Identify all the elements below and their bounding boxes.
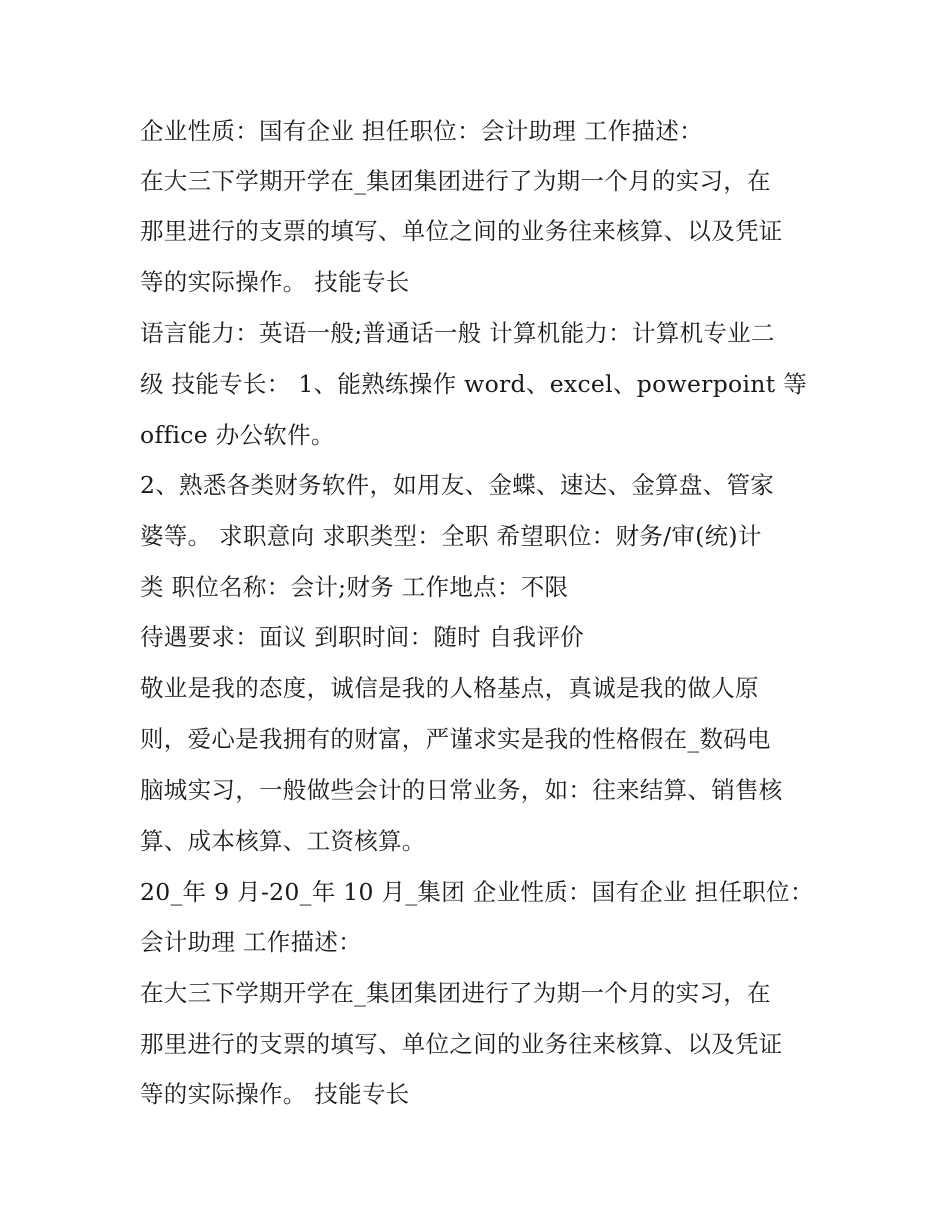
text-line: 敬业是我的态度，诚信是我的人格基点，真诚是我的做人原 [140, 674, 759, 702]
text-line: 级 技能专长： 1、能熟练操作 word、excel、powerpoint 等 [140, 370, 808, 398]
text-line: 算、成本核算、工资核算。 [140, 827, 426, 855]
text-line: 婆等。 求职意向 求职类型：全职 希望职位：财务/审(统)计 [140, 522, 762, 550]
text-line: 待遇要求：面议 到职时间：随时 自我评价 [140, 623, 584, 651]
text-line: office 办公软件。 [140, 421, 335, 449]
text-line: 企业性质：国有企业 担任职位：会计助理 工作描述： [140, 117, 703, 145]
text-line: 那里进行的支票的填写、单位之间的业务往来核算、以及凭证 [140, 1030, 783, 1058]
text-line: 脑城实习，一般做些会计的日常业务，如：往来结算、销售核 [140, 776, 783, 804]
text-line: 则，爱心是我拥有的财富，严谨求实是我的性格假在_数码电 [140, 725, 771, 753]
text-line: 会计助理 工作描述： [140, 928, 362, 956]
text-line: 在大三下学期开学在_集团集团进行了为期一个月的实习，在 [140, 167, 771, 195]
text-line: 2、熟悉各类财务软件，如用友、金蝶、速达、金算盘、管家 [140, 471, 775, 499]
text-line: 那里进行的支票的填写、单位之间的业务往来核算、以及凭证 [140, 217, 783, 245]
text-line: 等的实际操作。 技能专长 [140, 268, 410, 296]
text-line: 20_年 9 月-20_年 10 月_集团 企业性质：国有企业 担任职位： [140, 878, 814, 906]
text-line: 等的实际操作。 技能专长 [140, 1080, 410, 1108]
text-line: 类 职位名称：会计;财务 工作地点：不限 [140, 573, 569, 601]
text-line: 在大三下学期开学在_集团集团进行了为期一个月的实习，在 [140, 979, 771, 1007]
text-line: 语言能力：英语一般;普通话一般 计算机能力：计算机专业二 [140, 319, 775, 347]
